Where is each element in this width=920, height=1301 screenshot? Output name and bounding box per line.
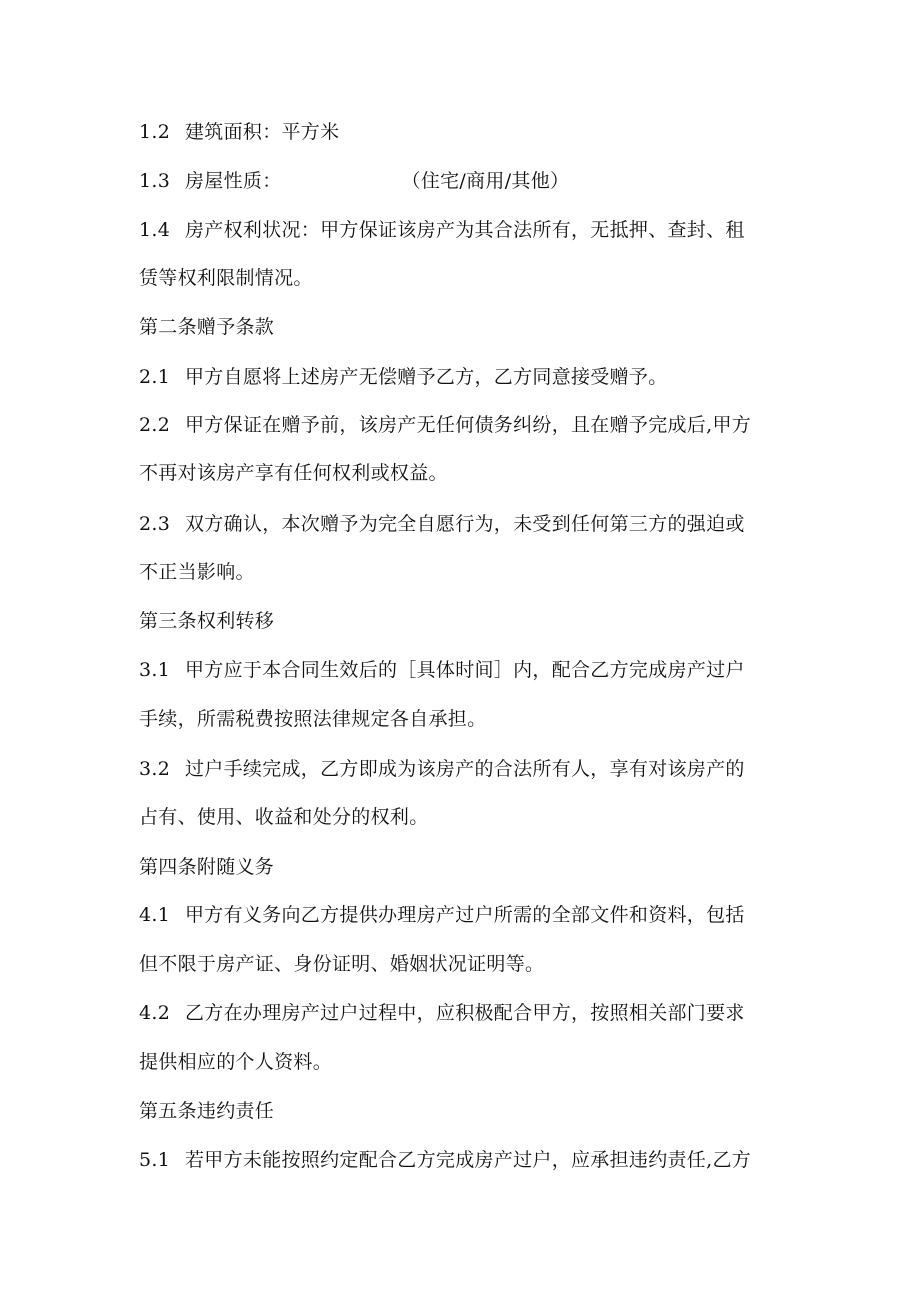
clause-text: 双方确认，本次赠予为完全自愿行为，未受到任何第三方的强迫或 xyxy=(185,513,745,535)
clause-text: 房产权利状况：甲方保证该房产为其合法所有，无抵押、查封、租 xyxy=(185,219,745,241)
article-heading-4: 第四条附随义务 xyxy=(139,856,275,878)
clause-4-2-cont xyxy=(139,1050,332,1074)
clause-1-2 xyxy=(139,120,339,144)
clause-text: 但不限于房产证、身份证明、婚姻状况证明等。 xyxy=(139,953,545,975)
article-heading-5: 第五条违约责任 xyxy=(139,1100,275,1122)
clause-label: 房屋性质： xyxy=(185,170,282,192)
clause-4-1-cont xyxy=(139,952,544,976)
clause-number: 4.1 xyxy=(139,904,171,926)
clause-number: 1.4 xyxy=(139,219,171,241)
clause-text: 甲方有义务向乙方提供办理房产过户所需的全部文件和资料，包括 xyxy=(185,904,745,926)
clause-number: 2.3 xyxy=(139,513,171,535)
clause-text: 占有、使用、收益和处分的权利。 xyxy=(139,806,429,828)
clause-number: 4.2 xyxy=(139,1002,171,1024)
clause-text: 甲方保证在赠予前，该房产无任何债务纠纷，且在赠予完成后,甲方 xyxy=(185,414,752,436)
clause-2-3-cont xyxy=(139,560,255,584)
clause-text: 建筑面积：平方米 xyxy=(185,121,340,143)
clause-4-2 xyxy=(139,1001,745,1025)
clause-number: 1.3 xyxy=(139,170,171,192)
clause-3-2 xyxy=(139,757,745,781)
clause-number: 2.2 xyxy=(139,414,171,436)
clause-2-1 xyxy=(139,365,668,389)
clause-text: 甲方自愿将上述房产无偿赠予乙方，乙方同意接受赠予。 xyxy=(185,366,668,388)
clause-2-2 xyxy=(139,413,751,437)
clause-1-4-cont xyxy=(139,266,313,290)
clause-text: 提供相应的个人资料。 xyxy=(139,1051,333,1073)
clause-1-4 xyxy=(139,218,745,242)
clause-1-3 xyxy=(139,169,569,193)
clause-3-2-cont xyxy=(139,805,429,829)
clause-3-1-cont xyxy=(139,707,486,731)
clause-2-3 xyxy=(139,512,745,536)
article-heading-3: 第三条权利转移 xyxy=(139,610,275,632)
clause-text: 不正当影响。 xyxy=(139,561,255,583)
clause-text: 赁等权利限制情况。 xyxy=(139,267,313,289)
clause-number: 5.1 xyxy=(139,1149,171,1171)
clause-text: 不再对该房产享有任何权利或权益。 xyxy=(139,462,448,484)
clause-4-1 xyxy=(139,903,745,927)
clause-3-1 xyxy=(139,658,745,682)
clause-text: 若甲方未能按照约定配合乙方完成房产过户，应承担违约责任,乙方 xyxy=(185,1149,752,1171)
clause-number: 1.2 xyxy=(139,121,171,143)
clause-text: 过户手续完成，乙方即成为该房产的合法所有人，享有对该房产的 xyxy=(185,758,745,780)
clause-text: 手续，所需税费按照法律规定各自承担。 xyxy=(139,708,487,730)
clause-text: 乙方在办理房产过户过程中，应积极配合甲方，按照相关部门要求 xyxy=(185,1002,745,1024)
clause-number: 3.1 xyxy=(139,659,171,681)
clause-number: 2.1 xyxy=(139,366,171,388)
clause-options: （住宅/商用/其他） xyxy=(401,170,570,192)
article-heading-2: 第二条赠予条款 xyxy=(139,316,275,338)
clause-text: 甲方应于本合同生效后的［具体时间］内，配合乙方完成房产过户 xyxy=(185,659,745,681)
clause-number: 3.2 xyxy=(139,758,171,780)
clause-5-1 xyxy=(139,1148,751,1172)
clause-2-2-cont xyxy=(139,461,448,485)
